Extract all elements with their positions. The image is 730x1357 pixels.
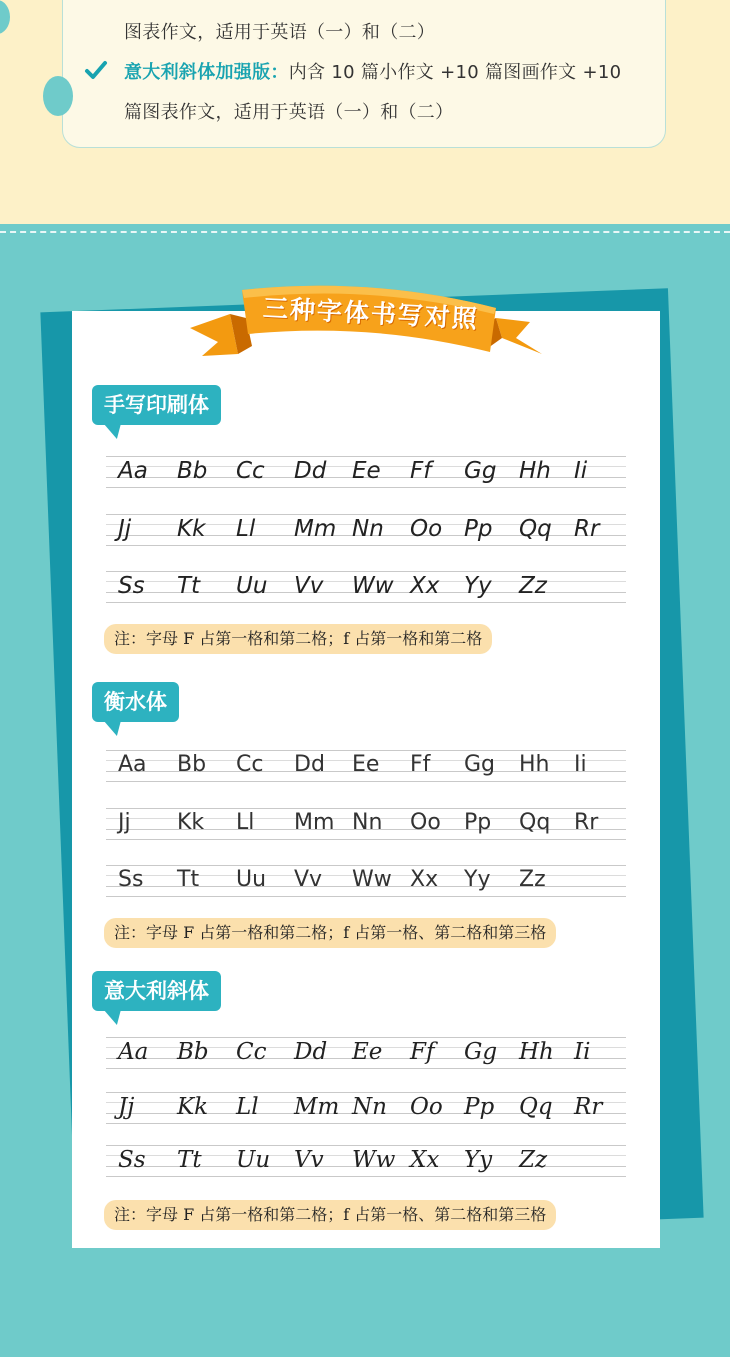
letter-pair: Ff bbox=[410, 752, 431, 777]
dashed-divider bbox=[0, 231, 730, 233]
section-title: 衡水体 bbox=[104, 690, 167, 714]
writing-row bbox=[106, 1037, 626, 1069]
letter-pair: Ee bbox=[352, 752, 380, 777]
letter-pair: Ee bbox=[352, 458, 381, 484]
ruled-line bbox=[106, 545, 626, 546]
decor-bubble bbox=[43, 76, 73, 116]
writing-row bbox=[106, 865, 626, 897]
letter-pair: Ss bbox=[118, 573, 145, 599]
letter-pair: Oo bbox=[410, 516, 443, 542]
writing-row bbox=[106, 808, 626, 840]
section-note: 注：字母 F 占第一格和第二格；f 占第一格、第二格和第三格 bbox=[104, 918, 556, 948]
letter-pair: Rr bbox=[574, 810, 599, 835]
letter-pair: Pp bbox=[464, 810, 492, 835]
letter-pair: Nn bbox=[352, 516, 384, 542]
letter-pair: Dd bbox=[294, 458, 327, 484]
letter-pair: Yy bbox=[464, 573, 492, 599]
letter-pair: Ll bbox=[236, 1094, 259, 1120]
writing-row bbox=[106, 571, 626, 603]
letter-pair: Ss bbox=[118, 867, 144, 892]
ruled-line bbox=[106, 1037, 626, 1038]
letter-pair: Qq bbox=[519, 1094, 553, 1120]
letter-pair: Uu bbox=[236, 1147, 271, 1173]
letter-pair: Ii bbox=[574, 752, 587, 777]
ruled-line bbox=[106, 1123, 626, 1124]
letter-pair: Uu bbox=[236, 867, 267, 892]
letter-pair: Hh bbox=[519, 1039, 554, 1065]
letter-pair: Pp bbox=[464, 516, 493, 542]
letter-pair: Ll bbox=[236, 810, 255, 835]
section-title: 手写印刷体 bbox=[104, 393, 209, 417]
letter-pair: Aa bbox=[118, 752, 147, 777]
letter-pair: Cc bbox=[236, 752, 264, 777]
letter-pair: Mm bbox=[294, 1094, 340, 1120]
letter-pair: Ww bbox=[352, 1147, 396, 1173]
letter-pair: Dd bbox=[294, 1039, 328, 1065]
ruled-line bbox=[106, 781, 626, 782]
letter-pair: Rr bbox=[574, 516, 600, 542]
ruled-line bbox=[106, 808, 626, 809]
letter-pair: Ff bbox=[410, 458, 432, 484]
letter-pair: Vv bbox=[294, 1147, 324, 1173]
letter-pair: Ee bbox=[352, 1039, 383, 1065]
letter-pair: Kk bbox=[177, 1094, 209, 1120]
letter-pair: Ww bbox=[352, 573, 394, 599]
ruled-line bbox=[106, 750, 626, 751]
letter-pair: Tt bbox=[177, 573, 201, 599]
section-note: 注：字母 F 占第一格和第二格；f 占第一格和第二格 bbox=[104, 624, 492, 654]
letter-pair: Yy bbox=[464, 867, 491, 892]
letter-pair: Xx bbox=[410, 1147, 440, 1173]
ruled-line bbox=[106, 602, 626, 603]
letter-pair: Ii bbox=[574, 1039, 591, 1065]
ruled-line bbox=[106, 839, 626, 840]
letter-pair: Hh bbox=[519, 752, 550, 777]
letter-pair: Rr bbox=[574, 1094, 603, 1120]
letter-pair: Tt bbox=[177, 867, 200, 892]
letter-pair: Ll bbox=[236, 516, 256, 542]
letter-pair: Qq bbox=[519, 810, 551, 835]
section-title: 意大利斜体 bbox=[104, 979, 209, 1003]
letter-pair: Kk bbox=[177, 810, 205, 835]
letter-pair: Kk bbox=[177, 516, 206, 542]
letter-pair: Oo bbox=[410, 810, 441, 835]
letter-pair: Ff bbox=[410, 1039, 435, 1065]
writing-row bbox=[106, 750, 626, 782]
letter-pair: Xx bbox=[410, 867, 439, 892]
letter-pair: Hh bbox=[519, 458, 551, 484]
ruled-line bbox=[106, 456, 626, 457]
letter-pair: Nn bbox=[352, 810, 383, 835]
ruled-line bbox=[106, 865, 626, 866]
writing-row bbox=[106, 1092, 626, 1124]
ruled-line bbox=[106, 1068, 626, 1069]
ribbon-title: 三种字体书写对照 bbox=[262, 293, 480, 334]
letter-pair: Cc bbox=[236, 458, 265, 484]
ruled-line bbox=[106, 514, 626, 515]
letter-pair: Cc bbox=[236, 1039, 267, 1065]
letter-pair: Gg bbox=[464, 458, 497, 484]
letter-pair: Pp bbox=[464, 1094, 495, 1120]
letter-pair: Ww bbox=[352, 867, 392, 892]
writing-row bbox=[106, 456, 626, 488]
letter-pair: Dd bbox=[294, 752, 325, 777]
letter-pair: Mm bbox=[294, 516, 337, 542]
letter-pair: Jj bbox=[118, 810, 131, 835]
card-line-1: 图表作文，适用于英语（一）和（二） bbox=[124, 22, 436, 43]
writing-row bbox=[106, 1145, 626, 1177]
ruled-line bbox=[106, 1092, 626, 1093]
section-tag-hengshui bbox=[92, 682, 179, 722]
ruled-line bbox=[106, 571, 626, 572]
letter-pair: Jj bbox=[118, 1094, 135, 1120]
letter-pair: Qq bbox=[519, 516, 552, 542]
letter-pair: Xx bbox=[410, 573, 440, 599]
letter-pair: Vv bbox=[294, 573, 324, 599]
letter-pair: Bb bbox=[177, 458, 208, 484]
letter-pair: Tt bbox=[177, 1147, 202, 1173]
letter-pair: Bb bbox=[177, 1039, 209, 1065]
letter-pair: Yy bbox=[464, 1147, 493, 1173]
letter-pair: Oo bbox=[410, 1094, 443, 1120]
check-icon bbox=[84, 58, 108, 82]
letter-pair: Jj bbox=[118, 516, 132, 542]
top-banner-area bbox=[0, 0, 730, 224]
letter-pair: Ii bbox=[574, 458, 588, 484]
letter-pair: Zz bbox=[519, 1147, 548, 1173]
letter-pair: Uu bbox=[236, 573, 268, 599]
section-tag-handwriting-print bbox=[92, 385, 221, 425]
card-line-2 bbox=[124, 58, 621, 84]
ruled-line bbox=[106, 1145, 626, 1146]
option-text: 内含 10 篇小作文 +10 篇图画作文 +10 bbox=[288, 62, 622, 83]
section-note: 注：字母 F 占第一格和第二格；f 占第一格、第二格和第三格 bbox=[104, 1200, 556, 1230]
ruled-line bbox=[106, 896, 626, 897]
letter-pair: Mm bbox=[294, 810, 335, 835]
option-label: 意大利斜体加强版： bbox=[124, 62, 289, 83]
decor-bubble bbox=[0, 0, 10, 34]
letter-pair: Bb bbox=[177, 752, 207, 777]
letter-pair: Nn bbox=[352, 1094, 387, 1120]
letter-pair: Zz bbox=[519, 573, 547, 599]
section-tag-italic bbox=[92, 971, 221, 1011]
letter-pair: Aa bbox=[118, 1039, 149, 1065]
letter-pair: Ss bbox=[118, 1147, 146, 1173]
letter-pair: Zz bbox=[519, 867, 546, 892]
letter-pair: Gg bbox=[464, 1039, 498, 1065]
letter-pair: Aa bbox=[118, 458, 148, 484]
ruled-line bbox=[106, 487, 626, 488]
card-line-3: 篇图表作文，适用于英语（一）和（二） bbox=[124, 102, 454, 123]
writing-row bbox=[106, 514, 626, 546]
ruled-line bbox=[106, 1176, 626, 1177]
letter-pair: Gg bbox=[464, 752, 496, 777]
letter-pair: Vv bbox=[294, 867, 323, 892]
